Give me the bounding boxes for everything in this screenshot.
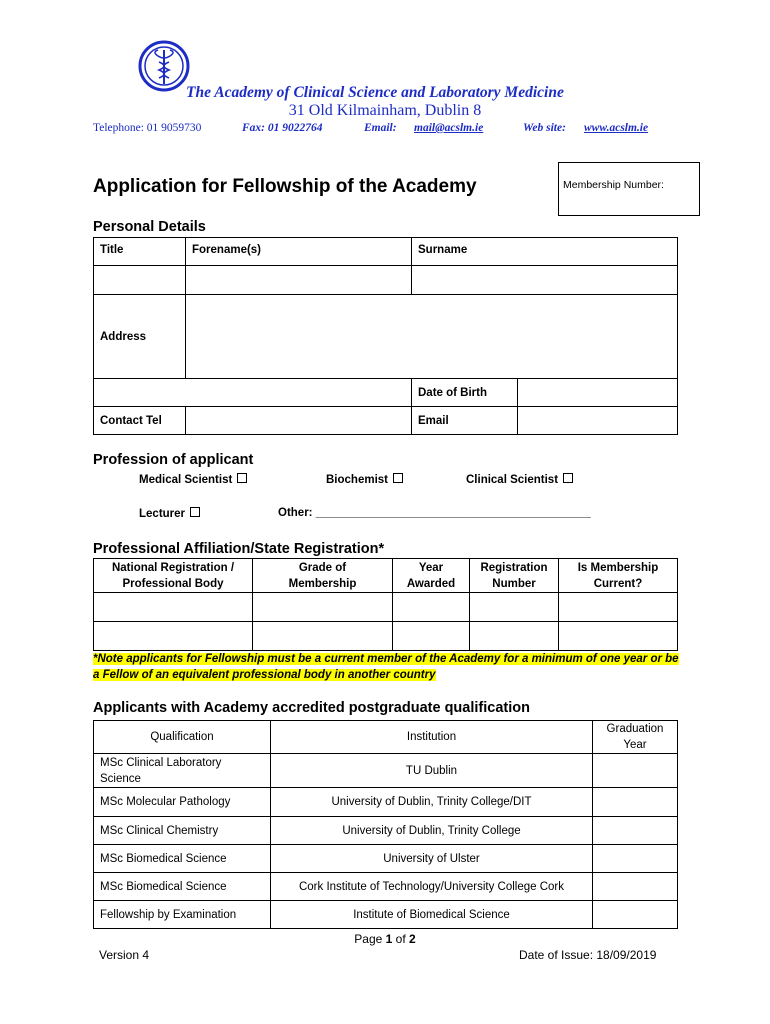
organisation-name: The Academy of Clinical Science and Laboratory Medicine — [186, 84, 564, 101]
affiliation-cell[interactable] — [253, 593, 393, 622]
option-lecturer[interactable] — [139, 507, 200, 520]
biochemist-label: Biochemist — [326, 474, 388, 486]
surname-field[interactable] — [412, 266, 678, 295]
page-total: 2 — [409, 932, 416, 946]
institution-cell: TU Dublin — [271, 754, 593, 788]
personal-details-heading: Personal Details — [93, 219, 206, 235]
personal-details-table — [93, 237, 678, 435]
fax-text: Fax: 01 9022764 — [242, 122, 323, 134]
qualification-cell: MSc Biomedical Science — [94, 873, 271, 901]
option-clinical-scientist[interactable] — [466, 473, 573, 486]
graduation-year-header: Graduation Year — [593, 721, 678, 754]
qualification-cell: MSc Biomedical Science — [94, 845, 271, 873]
medical-scientist-checkbox[interactable] — [237, 473, 247, 483]
title-header: Title — [94, 238, 186, 266]
page-title: Application for Fellowship of the Academy — [93, 176, 477, 197]
membership-number-label: Membership Number: — [563, 179, 664, 191]
dob-spacer-cell — [94, 379, 412, 407]
organisation-address: 31 Old Kilmainham, Dublin 8 — [288, 102, 482, 119]
date-of-issue: Date of Issue: 18/09/2019 — [519, 948, 657, 962]
institution-cell: University of Ulster — [271, 845, 593, 873]
affiliation-cell[interactable] — [94, 593, 253, 622]
website-label: Web site: — [523, 122, 566, 134]
telephone-text: Telephone: 01 9059730 — [93, 122, 202, 134]
qualification-cell: Fellowship by Examination — [94, 901, 271, 929]
email-field[interactable] — [518, 407, 678, 435]
page-prefix: Page — [354, 932, 386, 946]
surname-header: Surname — [412, 238, 678, 266]
address-field[interactable] — [186, 295, 678, 379]
other-profession-field[interactable]: Other: ___________________________________________ — [278, 507, 591, 519]
qualifications-heading: Applicants with Academy accredited postgraduate qualification — [93, 700, 530, 716]
option-biochemist[interactable] — [326, 473, 403, 486]
affiliation-cell[interactable] — [470, 593, 559, 622]
institution-cell: University of Dublin, Trinity College/DIT — [271, 788, 593, 817]
graduation-year-field[interactable] — [593, 901, 678, 929]
affiliation-cell[interactable] — [470, 622, 559, 651]
clinical-scientist-checkbox[interactable] — [563, 473, 573, 483]
medical-scientist-label: Medical Scientist — [139, 474, 233, 486]
graduation-year-field[interactable] — [593, 788, 678, 817]
option-medical-scientist[interactable] — [139, 473, 247, 486]
page-of: of — [392, 932, 410, 946]
forename-field[interactable] — [186, 266, 412, 295]
graduation-year-field[interactable] — [593, 754, 678, 788]
graduation-year-field[interactable] — [593, 873, 678, 901]
affiliation-table — [93, 558, 678, 651]
contact-tel-field[interactable] — [186, 407, 412, 435]
affiliation-cell[interactable] — [393, 622, 470, 651]
affiliation-cell[interactable] — [393, 593, 470, 622]
national-registration-header: National Registration / Professional Body — [94, 559, 253, 593]
clinical-scientist-label: Clinical Scientist — [466, 474, 559, 486]
institution-cell: Cork Institute of Technology/University College Cork — [271, 873, 593, 901]
affiliation-cell[interactable] — [94, 622, 253, 651]
graduation-year-field[interactable] — [593, 845, 678, 873]
affiliation-cell[interactable] — [559, 593, 678, 622]
institution-header: Institution — [271, 721, 593, 754]
address-label: Address — [94, 295, 186, 379]
membership-current-header: Is Membership Current? — [559, 559, 678, 593]
fellowship-note-text: *Note applicants for Fellowship must be a current member of the Academy for a minimum of one year or be a Fellow of an equivalent professional body in another country — [93, 653, 679, 681]
fellowship-note — [93, 651, 683, 683]
institution-cell: Institute of Biomedical Science — [271, 901, 593, 929]
year-awarded-header: Year Awarded — [393, 559, 470, 593]
website-link[interactable]: www.acslm.ie — [584, 122, 649, 134]
affiliation-cell[interactable] — [559, 622, 678, 651]
biochemist-checkbox[interactable] — [393, 473, 403, 483]
dob-field[interactable] — [518, 379, 678, 407]
lecturer-label: Lecturer — [139, 508, 186, 520]
lecturer-checkbox[interactable] — [190, 507, 200, 517]
title-field[interactable] — [94, 266, 186, 295]
qualification-cell: MSc Clinical Laboratory Science — [94, 754, 271, 788]
email-label: Email: — [364, 122, 397, 134]
affiliation-heading: Professional Affiliation/State Registration* — [93, 541, 385, 557]
grade-header: Grade of Membership — [253, 559, 393, 593]
email-link[interactable]: mail@acslm.ie — [414, 122, 484, 134]
qualification-header: Qualification — [94, 721, 271, 754]
version-label: Version 4 — [99, 948, 150, 962]
contact-tel-label: Contact Tel — [94, 407, 186, 435]
qualification-cell: MSc Clinical Chemistry — [94, 817, 271, 845]
qualification-cell: MSc Molecular Pathology — [94, 788, 271, 817]
institution-cell: University of Dublin, Trinity College — [271, 817, 593, 845]
page-current: 1 — [385, 932, 393, 946]
dob-label: Date of Birth — [412, 379, 518, 407]
caduceus-logo-icon — [138, 40, 190, 92]
page-number — [0, 932, 770, 946]
email-field-label: Email — [412, 407, 518, 435]
registration-number-header: Registration Number — [470, 559, 559, 593]
affiliation-cell[interactable] — [253, 622, 393, 651]
qualifications-table — [93, 720, 678, 929]
profession-heading: Profession of applicant — [93, 452, 254, 468]
forename-header: Forename(s) — [186, 238, 412, 266]
graduation-year-field[interactable] — [593, 817, 678, 845]
